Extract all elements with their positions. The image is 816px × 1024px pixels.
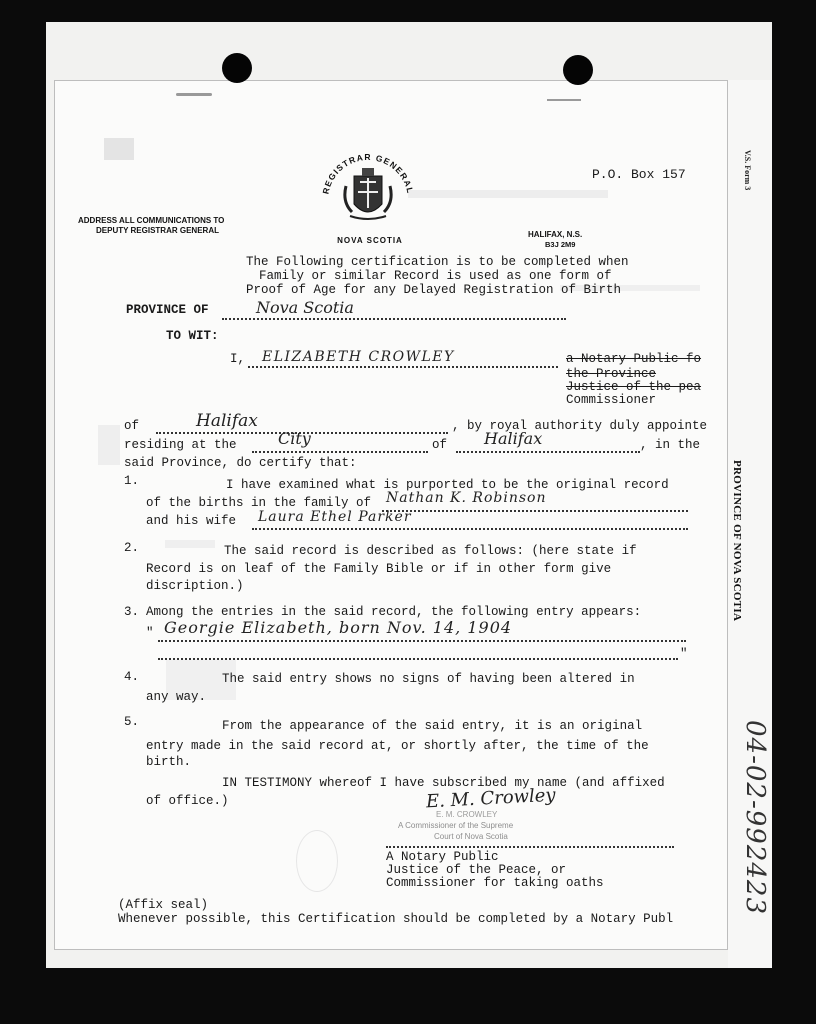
item5-line1: From the appearance of the said entry, it is an original: [222, 719, 643, 733]
title-option-justice: Justice of the pea: [566, 380, 702, 394]
stamp-name: E. M. CROWLEY: [436, 810, 498, 819]
title-option-commissioner: Commissioner: [566, 393, 657, 407]
address-instruction-line2: DEPUTY REGISTRAR GENERAL: [96, 226, 219, 235]
mother-name: Laura Ethel Parker: [258, 509, 412, 525]
birth-entry: Georgie Elizabeth, born Nov. 14, 1904: [164, 618, 513, 637]
appointment-text: , by royal authority duly appointe: [452, 419, 708, 433]
coat-of-arms-icon: [318, 146, 418, 250]
affix-seal-note: (Affix seal): [118, 898, 209, 912]
po-box: P.O. Box 157: [592, 167, 686, 182]
province-label: PROVINCE OF: [126, 303, 209, 317]
residing-value1: City: [278, 429, 311, 448]
intro-line2: Family or similar Record is used as one form of: [259, 269, 612, 283]
coat-of-arms-caption: NOVA SCOTIA: [337, 236, 403, 245]
ghost-text-block: [165, 540, 215, 548]
item1-line3-prefix: and his wife: [146, 514, 237, 528]
item1-line1: I have examined what is purported to be the original record: [226, 478, 669, 492]
entry-dotted-line1: [158, 640, 686, 642]
item2-number: 2.: [124, 541, 140, 555]
handwritten-signature: E. M. Crowley: [425, 784, 557, 813]
province-dotted-line: [222, 318, 566, 320]
residing-value2: Halifax: [484, 429, 543, 448]
ghost-text-block: [408, 190, 608, 198]
punch-hole-right: [563, 55, 593, 85]
item4-line2: any way.: [146, 690, 207, 704]
intro-line3: Proof of Age for any Delayed Registration of Birth: [246, 283, 622, 297]
signatory-line2: Justice of the Peace, or: [386, 863, 567, 877]
item5-line2: entry made in the said record at, or shortly after, the time of the: [146, 739, 649, 753]
item3-close-quote: ": [680, 647, 688, 661]
item4-line1: The said entry shows no signs of having been altered in: [222, 672, 635, 686]
footer-note: Whenever possible, this Certification should be completed by a Notary Publ: [118, 912, 674, 926]
of-label: of: [124, 419, 140, 433]
residing-label: residing at the: [124, 438, 237, 452]
residing-dotted-line2: [456, 451, 640, 453]
item3-number: 3.: [124, 605, 140, 619]
ghost-text-block: [98, 425, 120, 465]
of-value: Halifax: [196, 411, 258, 431]
item5-line3: birth.: [146, 755, 192, 769]
signature-dotted-line: [386, 846, 674, 848]
punch-hole-left: [222, 53, 252, 83]
to-wit-label: TO WIT:: [166, 329, 219, 343]
father-dotted-line: [382, 510, 688, 512]
item3-line1: Among the entries in the said record, the following entry appears:: [146, 605, 642, 619]
testimony-line2: of office.): [146, 794, 229, 808]
staple-mark: [547, 99, 581, 101]
declarant-name: ELIZABETH CROWLEY: [262, 349, 455, 365]
item1-number: 1.: [124, 474, 140, 488]
address-instruction-line1: ADDRESS ALL COMMUNICATIONS TO: [78, 216, 225, 225]
coat-of-arms-title: REGISTRAR GENERAL: [320, 152, 416, 195]
stamp-court: Court of Nova Scotia: [434, 832, 508, 841]
office-postal-code: B3J 2M9: [545, 240, 576, 249]
residing-suffix: , in the: [640, 438, 701, 452]
item1-line2-prefix: of the births in the family of: [146, 496, 372, 510]
coat-of-arms-seal: [318, 146, 418, 250]
signatory-line1: A Notary Public: [386, 850, 499, 864]
residing-of-label: of: [432, 438, 448, 452]
declarant-prefix: I,: [230, 352, 246, 366]
intro-line1: The Following certification is to be completed when: [246, 255, 629, 269]
staple: [176, 93, 212, 96]
signatory-line3: Commissioner for taking oaths: [386, 876, 604, 890]
certify-line: said Province, do certify that:: [124, 456, 357, 470]
item2-line3: discription.): [146, 579, 244, 593]
title-option-province: the Province: [566, 367, 657, 381]
province-side-label: PROVINCE OF NOVA SCOTIA: [731, 460, 743, 622]
father-name: Nathan K. Robinson: [386, 490, 547, 506]
ghost-seal-mark: [296, 830, 338, 892]
ghost-flag-icon: [104, 138, 134, 160]
testimony-line1: IN TESTIMONY whereof I have subscribed my name (and affixed: [222, 776, 665, 790]
item2-line1: The said record is described as follows: (here state if: [224, 544, 637, 558]
province-value: Nova Scotia: [256, 298, 354, 317]
entry-dotted-line2: [158, 658, 678, 660]
item3-open-quote: ": [146, 626, 154, 640]
residing-dotted-line1: [252, 451, 428, 453]
item4-number: 4.: [124, 670, 140, 684]
stamp-title: A Commissioner of the Supreme: [398, 821, 514, 830]
item2-line2: Record is on leaf of the Family Bible or if in other form give: [146, 562, 612, 576]
title-option-notary: a Notary Public fo: [566, 352, 702, 366]
office-city: HALIFAX, N.S.: [528, 230, 583, 239]
declarant-dotted-line: [248, 366, 558, 368]
item5-number: 5.: [124, 715, 140, 729]
registration-number: 04-02-992423: [740, 720, 770, 915]
mother-dotted-line: [252, 528, 688, 530]
form-code: V.S. Form 3: [743, 150, 752, 191]
